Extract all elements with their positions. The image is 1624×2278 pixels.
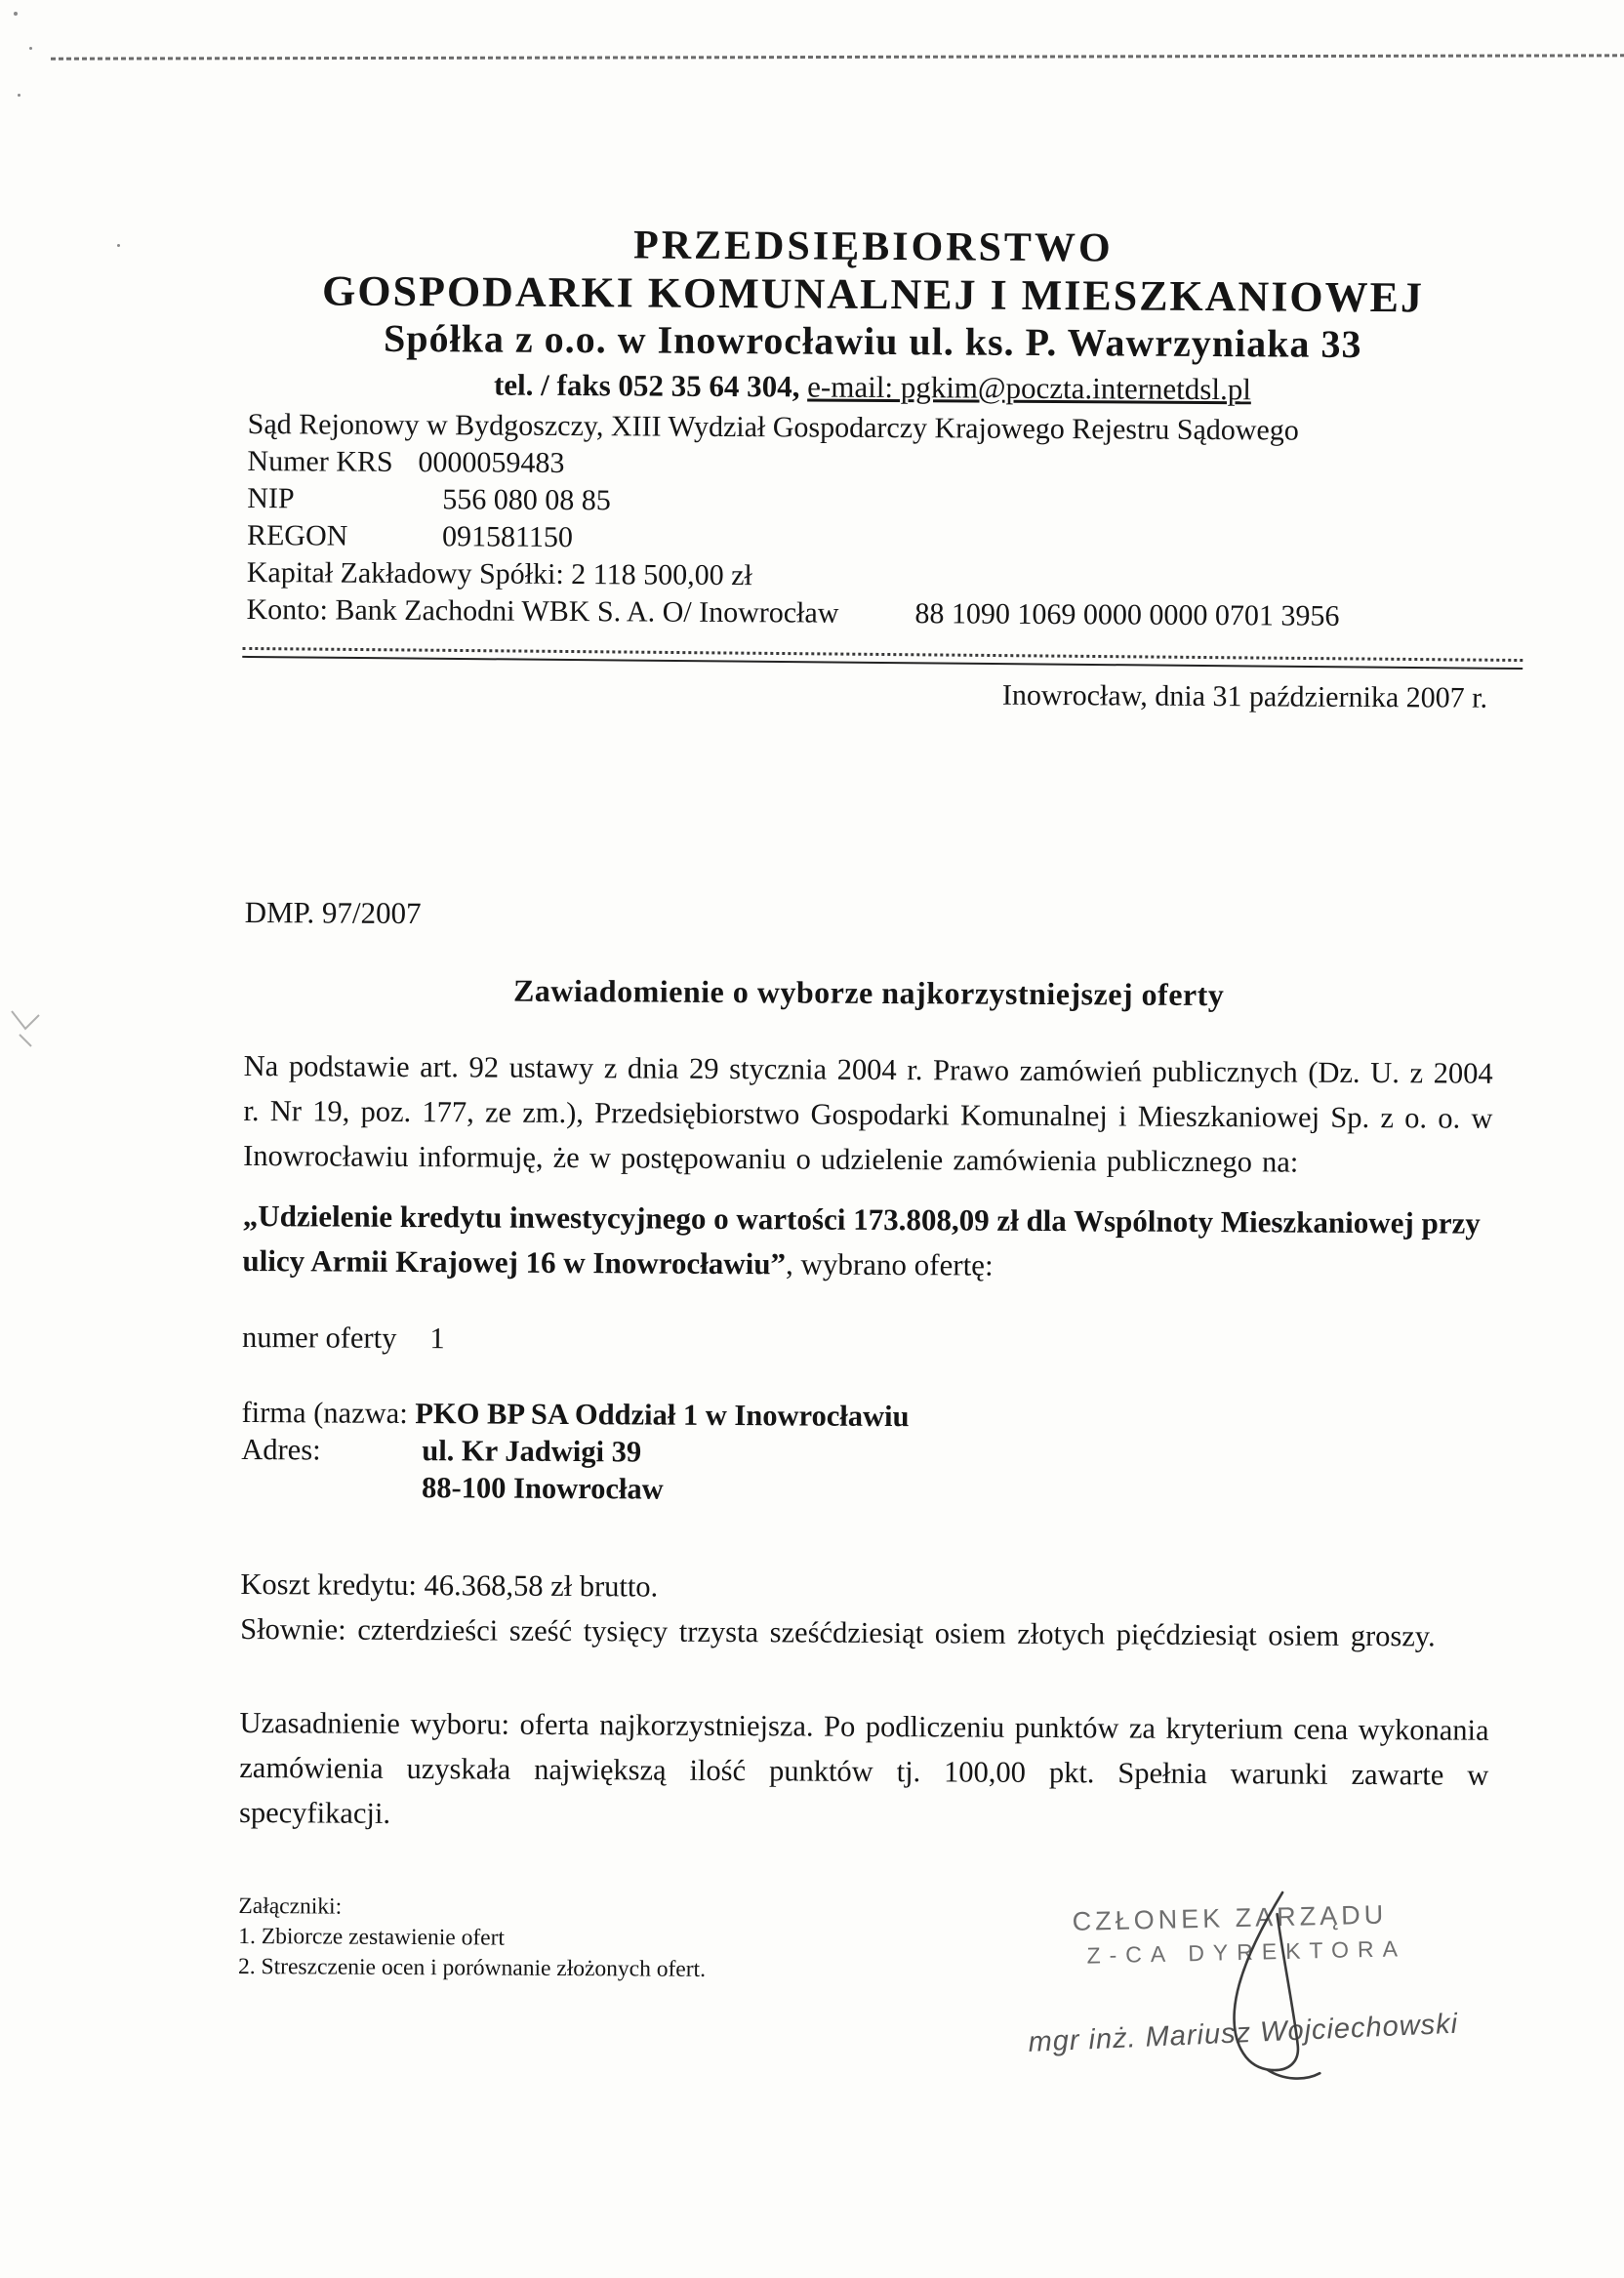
stamp-role-line2: Z-CA DYREKTORA [1086, 1935, 1407, 1969]
address-city: 88-100 Inowrocław [421, 1471, 664, 1506]
stamp-role-line1: CZŁONEK ZARZĄDU [1072, 1899, 1388, 1936]
letter-content [238, 221, 1498, 1990]
attachment-item: 1. Zbiorcze zestawienie ofert [238, 1924, 506, 1951]
document-title: Zawiadomienie o wyborze najkorzystniejszej oferty [512, 972, 1225, 1013]
offer-number-value: 1 [429, 1322, 445, 1356]
nip-label: NIP [247, 482, 295, 515]
subject-paragraph [242, 1194, 1492, 1291]
handwritten-signature [1206, 1890, 1348, 2097]
dotted-divider [242, 647, 1522, 670]
scan-artifact-topline [51, 54, 1624, 60]
capital-row: Kapitał Zakładowy Spółki: 2 118 500,00 zł [246, 556, 752, 592]
company-name-line1: PRZEDSIĘBIORSTWO [632, 223, 1114, 271]
scan-artifact-squiggle [6, 1005, 64, 1054]
bank-account-label: Konto: Bank Zachodni WBK S. A. O/ Inowrocław [246, 593, 839, 630]
scan-artifact-speck [14, 12, 18, 16]
offer-number-label: numer oferty [241, 1321, 397, 1356]
firm-label: firma (nazwa: [241, 1396, 408, 1431]
krs-label: Numer KRS [247, 445, 393, 479]
subject-tail: , wybrano ofertę: [785, 1246, 994, 1282]
krs-value: 0000059483 [418, 446, 565, 480]
attachments-label: Załączniki: [238, 1893, 343, 1920]
intro-paragraph: Na podstawie art. 92 ustawy z dnia 29 stycznia 2004 r. Prawo zamówień publicznych (Dz. U. z 2004 r. Nr 19, poz. 177, ze zm.), Przedsiębiorstwo Gospodarki Komunalnej i Mieszkaniowej Sp. z o. o. w Inowrocławiu informuję, że w postępowaniu o udzielenie zamówienia publicznego na: [243, 1049, 1493, 1179]
place-and-date: Inowrocław, dnia 31 października 2007 r. [1001, 679, 1488, 715]
email-address: e-mail: pgkim@poczta.internetdsl.pl [807, 369, 1252, 407]
bank-account-number: 88 1090 1069 0000 0000 0701 3956 [914, 597, 1340, 633]
regon-label: REGON [246, 519, 348, 552]
reference-number: DMP. 97/2007 [244, 895, 422, 931]
company-name-line2: GOSPODARKI KOMUNALNEJ I MIESZKANIOWEJ [321, 266, 1425, 322]
regon-value: 091581150 [441, 520, 574, 554]
attachment-item: 2. Streszczenie ocen i porównanie złożonych ofert. [237, 1954, 707, 1983]
cost-in-words: Słownie: czterdzieści sześć tysięcy trzysta sześćdziesiąt osiem złotych pięćdziesiąt osiem groszy. [240, 1612, 1436, 1653]
firm-name: PKO BP SA Oddział 1 w Inowrocławiu [415, 1397, 910, 1434]
company-address-line: Spółka z o.o. w Inowrocławiu ul. ks. P. Wawrzyniaka 33 [383, 316, 1362, 367]
offer-number-row [242, 1321, 1491, 1363]
address-street: ul. Kr Jadwigi 39 [422, 1434, 642, 1469]
scan-artifact-speck [18, 94, 20, 97]
contact-line [248, 365, 1497, 409]
letterhead [248, 221, 1498, 409]
stamp-and-signature [1027, 1895, 1582, 2058]
signer-name: mgr inż. Mariusz Wojciechowski [1027, 2008, 1459, 2058]
subject-quoted-title: „Udzielenie kredytu inwestycyjnego o wartości 173.808,09 zł dla Wspólnoty Mieszkaniowej przy ulicy Armii Krajowej 16 w Inowrocławiu” [242, 1199, 1481, 1281]
address-label: Adres: [241, 1433, 321, 1467]
scan-artifact-speck [29, 47, 32, 50]
credit-cost-line: Koszt kredytu: 46.368,58 zł brutto. [240, 1567, 659, 1604]
court-registry-line: Sąd Rejonowy w Bydgoszczy, XIII Wydział Gospodarczy Krajowego Rejestru Sądowego [247, 408, 1299, 447]
phone-fax: tel. / faks 052 35 64 304, [493, 367, 800, 404]
justification-paragraph: Uzasadnienie wyboru: oferta najkorzystniejsza. Po podliczeniu punktów za kryterium cena wykonania zamówienia uzyskała największą ilość punktów tj. 100,00 pkt. Spełnia warunki zawarte w specyfikacji. [238, 1706, 1489, 1831]
nip-value: 556 080 08 85 [442, 483, 611, 517]
scan-artifact-speck [117, 244, 120, 247]
bank-account-row [246, 591, 1495, 636]
registry-details [246, 406, 1496, 636]
